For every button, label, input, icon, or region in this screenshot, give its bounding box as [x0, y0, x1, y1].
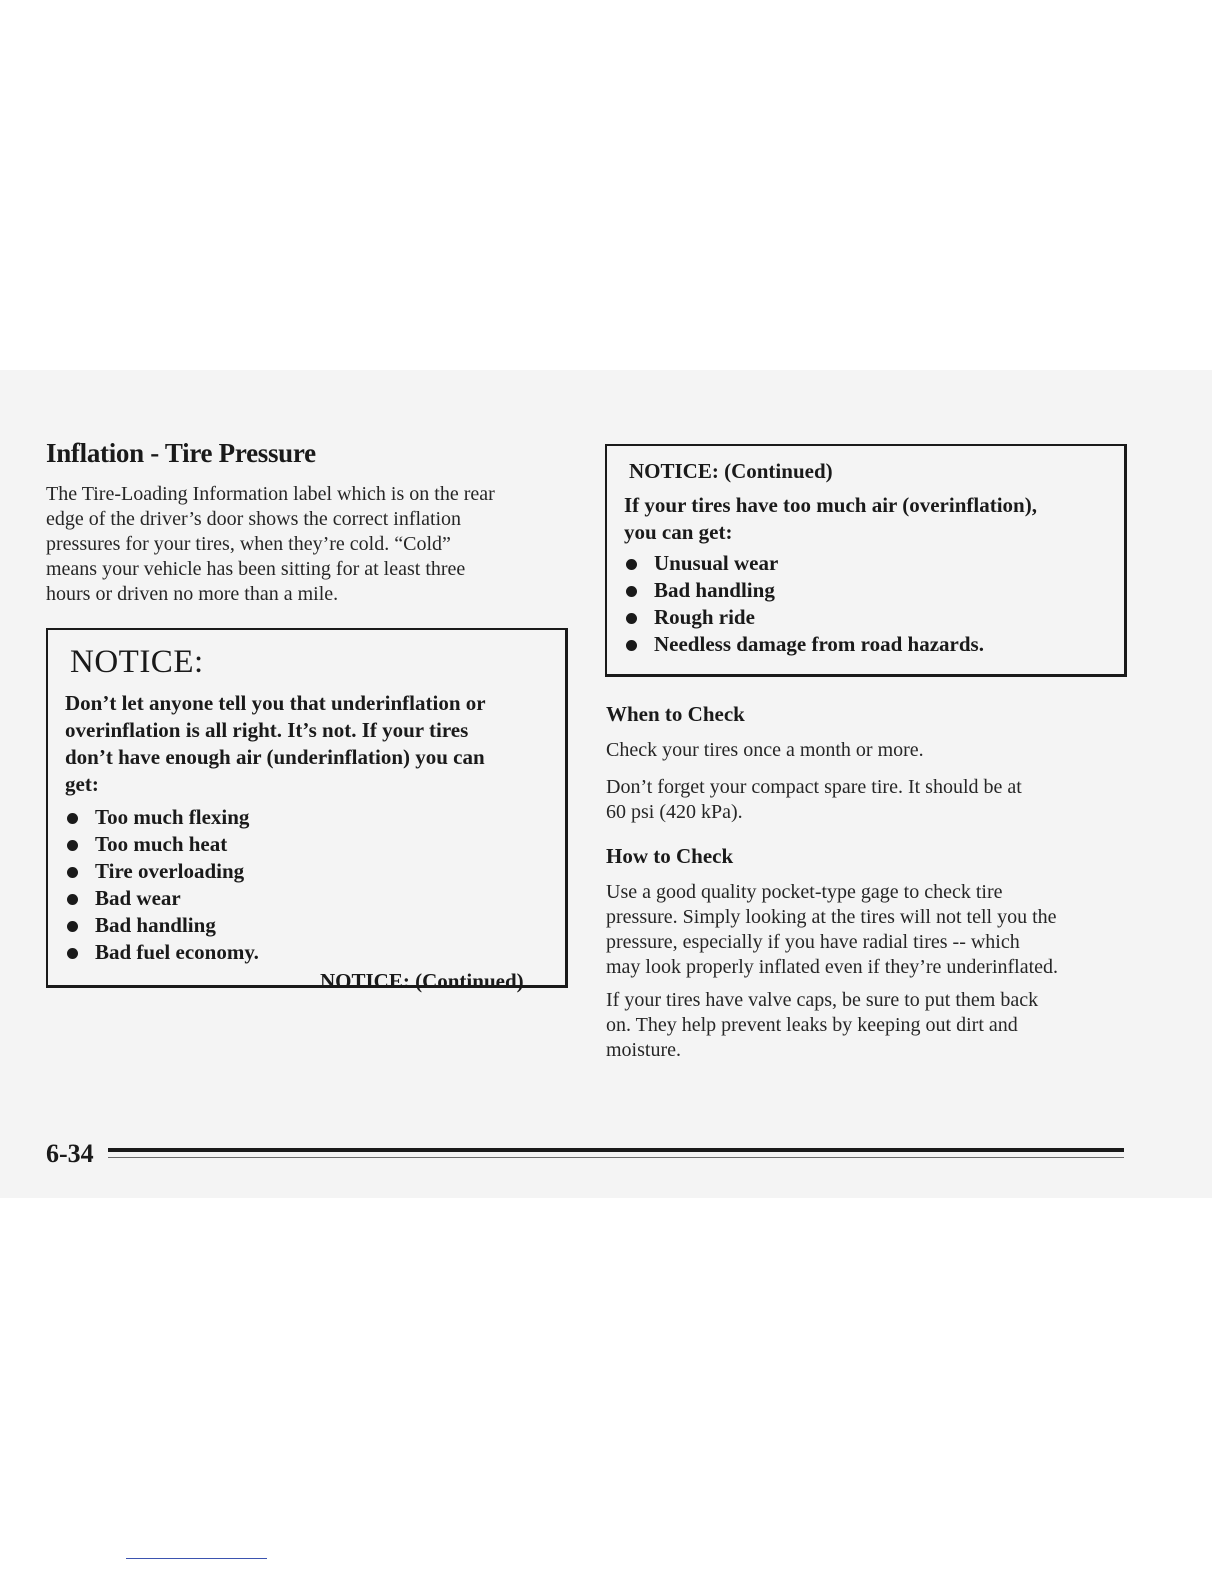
bullet-icon — [67, 921, 78, 932]
bullet-icon — [626, 640, 637, 651]
footer-rule-thin — [108, 1157, 1124, 1158]
bullet-icon — [67, 867, 78, 878]
list-item: Bad handling — [65, 912, 545, 939]
list-item: Unusual wear — [624, 550, 1114, 577]
notice-continued-heading: NOTICE: (Continued) — [629, 459, 833, 483]
bullet-icon — [626, 613, 637, 624]
notice-heading: NOTICE: — [70, 644, 204, 680]
bottom-underline — [126, 1558, 267, 1559]
how-to-check-heading: How to Check — [606, 844, 734, 868]
list-item: Bad fuel economy. — [65, 939, 545, 966]
bullet-icon — [626, 559, 637, 570]
bullet-icon — [67, 894, 78, 905]
valve-caps-paragraph: If your tires have valve caps, be sure to put them back on. They help prevent leaks by keeping out dirt and moisture. — [606, 989, 1039, 1061]
list-item: Tire overloading — [65, 858, 545, 885]
notice-body: If your tires have too much air (overinflation), you can get: — [624, 493, 1037, 544]
list-item: Too much heat — [65, 831, 545, 858]
bullet-icon — [67, 840, 78, 851]
overinflation-list — [624, 550, 1114, 658]
notice-box-left — [46, 628, 568, 993]
notice-continued-label: NOTICE: (Continued) — [320, 969, 524, 993]
list-item: Too much flexing — [65, 804, 545, 831]
when-to-check-paragraph: Check your tires once a month or more. — [606, 739, 924, 761]
list-item: Rough ride — [624, 604, 1114, 631]
footer-rule — [108, 1148, 1124, 1152]
bullet-icon — [67, 813, 78, 824]
spare-tire-paragraph: Don’t forget your compact spare tire. It should be at 60 psi (420 kPa). — [606, 776, 1022, 823]
list-item: Bad wear — [65, 885, 545, 912]
list-item: Bad handling — [624, 577, 1114, 604]
page-number: 6-34 — [46, 1139, 94, 1168]
underinflation-list — [65, 804, 545, 966]
notice-box-right — [605, 444, 1127, 677]
notice-body: Don’t let anyone tell you that underinflation or overinflation is all right. It’s not. If your tires don’t have enough air (underinflation) you can get: — [65, 691, 486, 796]
bullet-icon — [67, 948, 78, 959]
intro-paragraph: The Tire-Loading Information label which is on the rear edge of the driver’s door shows the correct inflation pressures for your tires, when they’re cold. “Cold” means your vehicle has been sitting for at least three hours or driven no more than a mile. — [46, 483, 495, 605]
section-title: Inflation - Tire Pressure — [46, 438, 316, 468]
list-item: Needless damage from road hazards. — [624, 631, 1114, 658]
when-to-check-heading: When to Check — [606, 702, 745, 726]
how-to-check-paragraph: Use a good quality pocket-type gage to check tire pressure. Simply looking at the tires will not tell you the pressure, especially if you have radial tires -- which may look properly inflated even if they’re underinflated. — [606, 881, 1059, 978]
bullet-icon — [626, 586, 637, 597]
